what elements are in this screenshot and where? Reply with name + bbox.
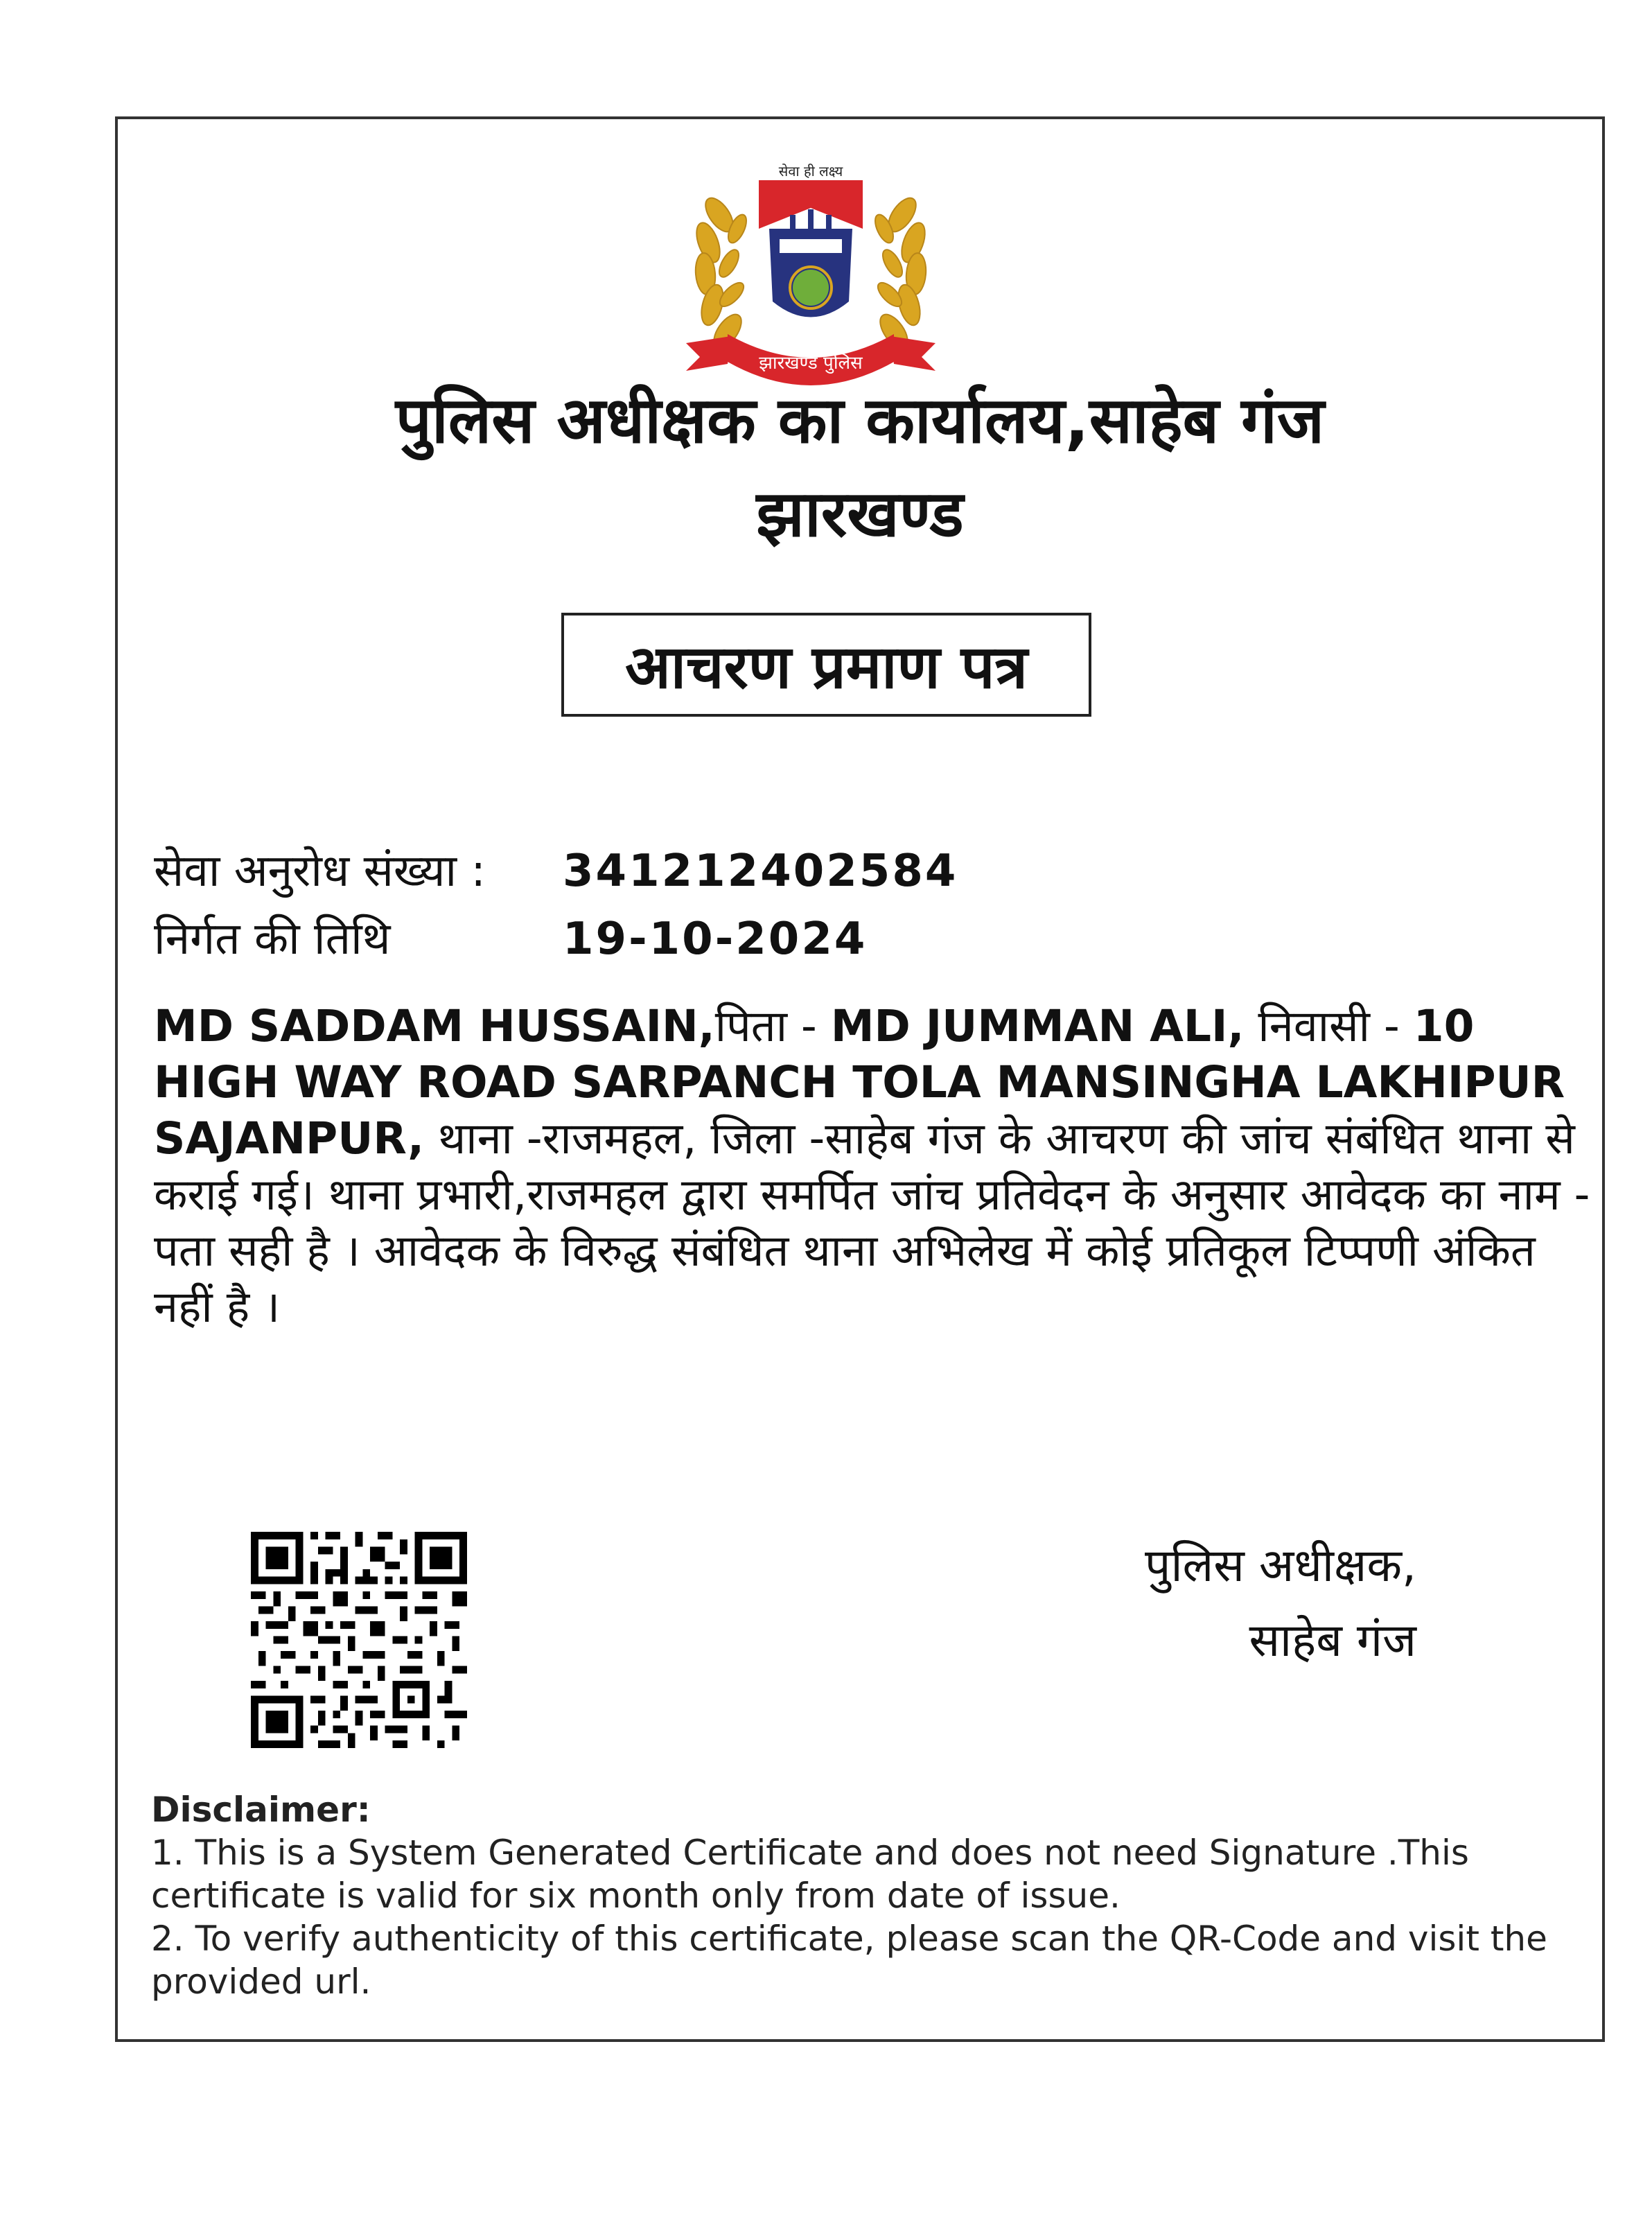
service-request-label: सेवा अनुरोध संख्या : bbox=[154, 846, 486, 897]
issue-date-label: निर्गत की तिथि bbox=[154, 914, 391, 965]
certificate-body bbox=[154, 998, 1595, 1335]
father-name: MD JUMMAN ALI, bbox=[830, 1001, 1245, 1051]
service-request-number: 341212402584 bbox=[563, 846, 958, 897]
verification-qr-code[interactable] bbox=[251, 1532, 467, 1748]
signatory-block bbox=[1145, 1528, 1416, 1678]
disclaimer-section bbox=[151, 1788, 1579, 2003]
verification-text: थाना -राजमहल, जिला -साहेब गंज के आचरण की जांच संबंधित थाना से कराई गई। थाना प्रभारी,राजमहल द्वारा समर्पित जांच प्रतिवेदन के अनुसार आवेदक का नाम - पता सही है । आवेदक के विरुद्ध संबंधित थाना अभिलेख में कोई प्रतिकूल टिप्पणी अंकित नहीं है । bbox=[154, 1113, 1590, 1332]
state-title: झारखण्ड bbox=[756, 477, 964, 551]
service-request-row bbox=[154, 839, 958, 899]
disclaimer-heading: Disclaimer: bbox=[151, 1790, 371, 1830]
office-title: पुलिस अधीक्षक का कार्यालय,साहेब गंज bbox=[395, 383, 1325, 457]
signatory-designation: पुलिस अधीक्षक, bbox=[1144, 1539, 1416, 1592]
father-label: पिता - bbox=[714, 1001, 831, 1051]
certificate-title: आचरण प्रमाण पत्र bbox=[625, 632, 1028, 702]
applicant-address: 10 HIGH WAY ROAD SARPANCH TOLA MANSINGHA LAKHIPUR SAJANPUR, bbox=[154, 1001, 1565, 1164]
issue-date-value: 19-10-2024 bbox=[563, 914, 868, 965]
disclaimer-point-2: 2. To verify authenticity of this certificate, please scan the QR-Code and visit the provided url. bbox=[151, 1919, 1547, 2002]
signatory-district: साहेब गंज bbox=[1249, 1614, 1416, 1667]
jharkhand-police-emblem bbox=[665, 152, 956, 402]
issue-date-row bbox=[154, 907, 867, 967]
applicant-name: MD SADDAM HUSSAIN, bbox=[154, 1001, 715, 1051]
svg-text:सेवा ही लक्ष्य: सेवा ही लक्ष्य bbox=[778, 163, 843, 180]
certificate-title-box bbox=[561, 613, 1091, 717]
resident-label: निवासी - bbox=[1244, 1001, 1414, 1051]
disclaimer-point-1: 1. This is a System Generated Certificate and does not need Signature .This certificate is valid for six month only from date of issue. bbox=[151, 1833, 1469, 1916]
emblem-ribbon-text: झारखण्ड पुलिस bbox=[759, 353, 863, 374]
